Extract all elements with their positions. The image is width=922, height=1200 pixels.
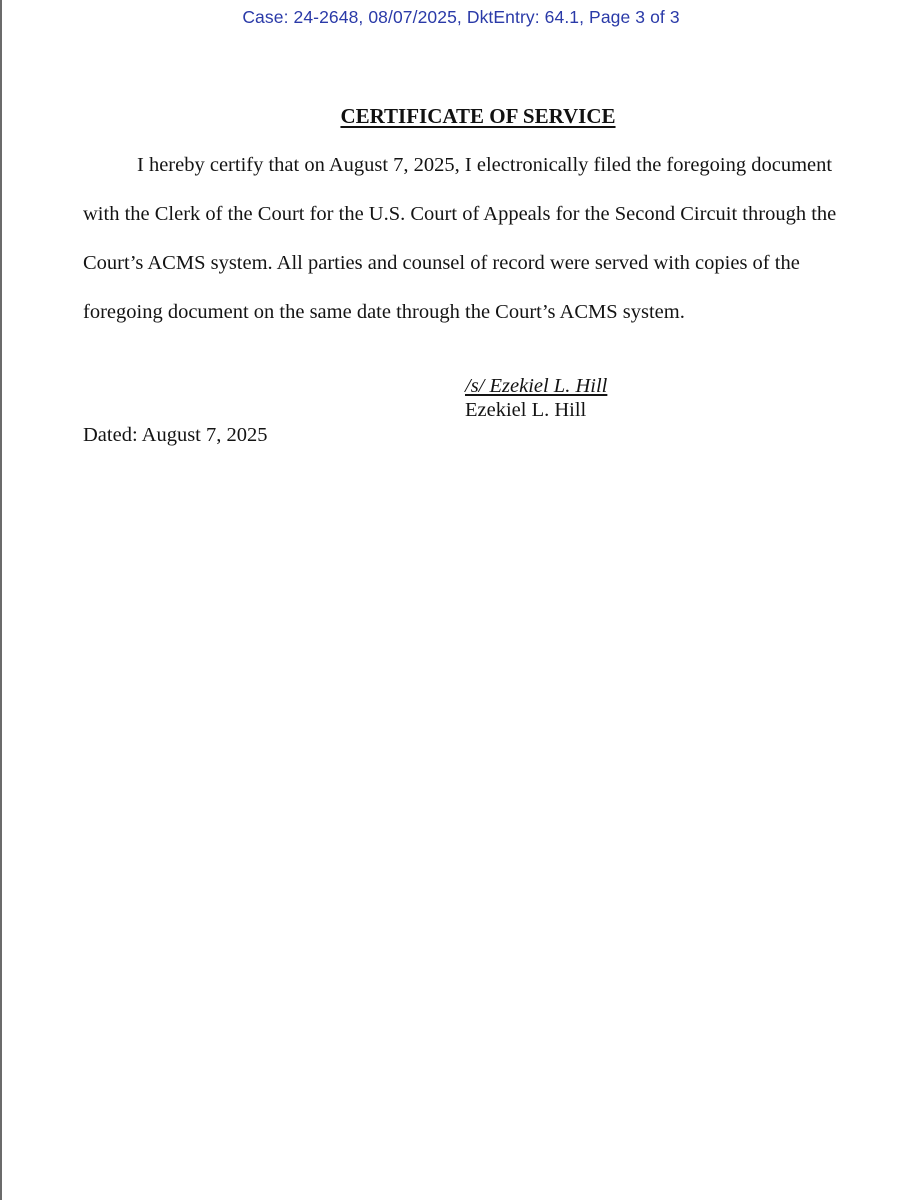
- certificate-text-line-4: foregoing document on the same date through the Court’s ACMS system.: [83, 301, 685, 323]
- certificate-title: CERTIFICATE OF SERVICE: [340, 104, 616, 128]
- certificate-text-line-2: with the Clerk of the Court for the U.S. Court of Appeals for the Second Circuit through the: [83, 203, 837, 225]
- certificate-text-line-3: Court’s ACMS system. All parties and counsel of record were served with copies of the: [83, 252, 800, 274]
- page-left-border: [0, 0, 2, 1200]
- electronic-signature: /s/ Ezekiel L. Hill: [465, 375, 608, 397]
- certificate-text-line-1: I hereby certify that on August 7, 2025, I electronically filed the foregoing document: [137, 154, 833, 176]
- date-line: Dated: August 7, 2025: [83, 424, 268, 446]
- signer-name: Ezekiel L. Hill: [465, 399, 587, 421]
- docket-header: Case: 24-2648, 08/07/2025, DktEntry: 64.1, Page 3 of 3: [242, 7, 680, 27]
